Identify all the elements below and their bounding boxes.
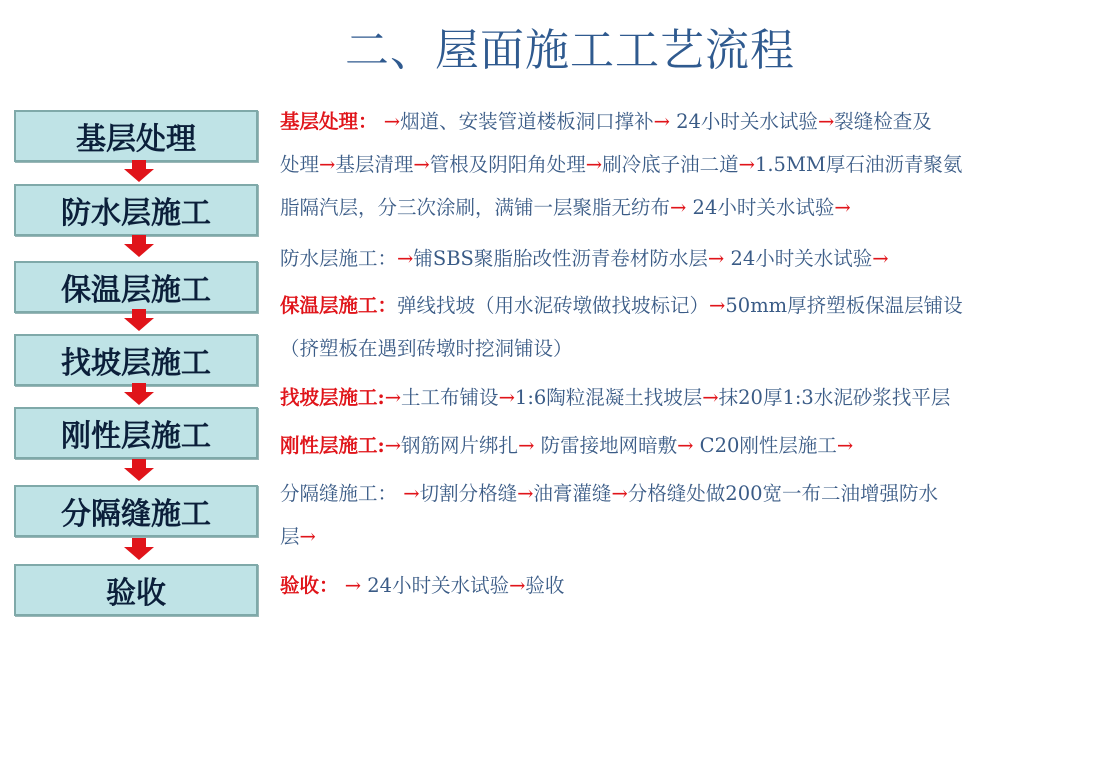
arrow-icon: → (518, 434, 535, 457)
paragraph-label: 找坡层施工: (280, 386, 385, 409)
arrow-icon: → (384, 434, 402, 457)
arrow-icon: → (611, 482, 628, 505)
paragraph-text: →切割分格缝→油膏灌缝→分格缝处做200宽一布二油增强防水 (403, 482, 939, 505)
paragraph-label: 刚性层施工: (280, 434, 385, 457)
paragraph-label: 分隔缝施工： (280, 482, 398, 505)
paragraph-label: 保温层施工： (280, 294, 398, 317)
arrow-icon: → (413, 153, 430, 176)
paragraph-text: （挤塑板在遇到砖墩时挖洞铺设） (280, 337, 573, 360)
paragraph-text: →铺SBS聚脂胎改性沥青卷材防水层→ 24小时关水试验→ (397, 247, 889, 270)
paragraph-label: 基层处理： (280, 110, 378, 133)
down-arrow-icon (124, 459, 154, 481)
arrow-icon: → (653, 110, 670, 133)
paragraph-text: 层→ (280, 525, 316, 548)
paragraph-text: →土工布铺设→1:6陶粒混凝土找坡层→抹20厚1:3水泥砂浆找平层 (384, 386, 951, 409)
arrow-icon: → (319, 153, 336, 176)
paragraph-acceptance (280, 564, 1070, 607)
paragraph-slope-layer (280, 376, 1070, 419)
arrow-icon: → (872, 247, 889, 270)
down-arrow-icon (124, 309, 154, 331)
arrow-icon: → (702, 386, 719, 409)
down-arrow-icon (124, 538, 154, 560)
arrow-icon: → (397, 247, 414, 270)
arrow-icon: → (817, 110, 835, 133)
paragraph-rigid-layer (280, 424, 1070, 467)
step-waterproof-layer: 防水层施工 (14, 184, 258, 236)
step-insulation-layer: 保温层施工 (14, 261, 258, 313)
paragraph-text: 处理→基层清理→管根及阴阳角处理→刷冷底子油二道→1.5MM厚石油沥青聚氨 (280, 153, 963, 176)
arrow-icon: → (738, 153, 755, 176)
arrow-icon: → (677, 434, 694, 457)
paragraph-label: 验收： (280, 574, 339, 597)
arrow-icon: → (344, 574, 362, 597)
step-acceptance: 验收 (14, 564, 258, 616)
arrow-icon: → (299, 525, 316, 548)
arrow-icon: → (670, 196, 687, 219)
arrow-icon: → (383, 110, 401, 133)
arrow-icon: → (707, 247, 725, 270)
paragraph-text: →烟道、安装管道楼板洞口撑补→ 24小时关水试验→裂缝检查及 (383, 110, 932, 133)
down-arrow-icon (124, 235, 154, 257)
arrow-icon: → (834, 196, 851, 219)
step-rigid-layer: 刚性层施工 (14, 407, 258, 459)
down-arrow-icon (124, 383, 154, 405)
paragraph-text: 弹线找坡（用水泥砖墩做找坡标记）→50mm厚挤塑板保温层铺设 (397, 294, 963, 317)
arrow-icon: → (384, 386, 402, 409)
paragraph-text: →钢筋网片绑扎→ 防雷接地网暗敷→ C20刚性层施工→ (384, 434, 854, 457)
paragraph-base-treatment (280, 100, 1070, 229)
paragraph-text: → 24小时关水试验→验收 (344, 574, 565, 597)
arrow-icon: → (517, 482, 534, 505)
arrow-icon: → (509, 574, 526, 597)
page-title: 二、屋面施工工艺流程 (345, 25, 795, 76)
paragraph-dividing-joint (280, 472, 1070, 558)
paragraph-text: 脂隔汽层，分三次涂刷，满铺一层聚脂无纺布→ 24小时关水试验→ (280, 196, 851, 219)
down-arrow-icon (124, 160, 154, 182)
paragraph-insulation-layer (280, 284, 1070, 370)
arrow-icon: → (836, 434, 854, 457)
step-slope-layer: 找坡层施工 (14, 334, 258, 386)
arrow-icon: → (403, 482, 420, 505)
step-base-treatment: 基层处理 (14, 110, 258, 162)
paragraph-waterproof-layer (280, 237, 1070, 280)
arrow-icon: → (585, 153, 603, 176)
arrow-icon: → (709, 294, 726, 317)
arrow-icon: → (498, 386, 515, 409)
paragraph-label: 防水层施工： (280, 247, 398, 270)
step-dividing-joint: 分隔缝施工 (14, 485, 258, 537)
